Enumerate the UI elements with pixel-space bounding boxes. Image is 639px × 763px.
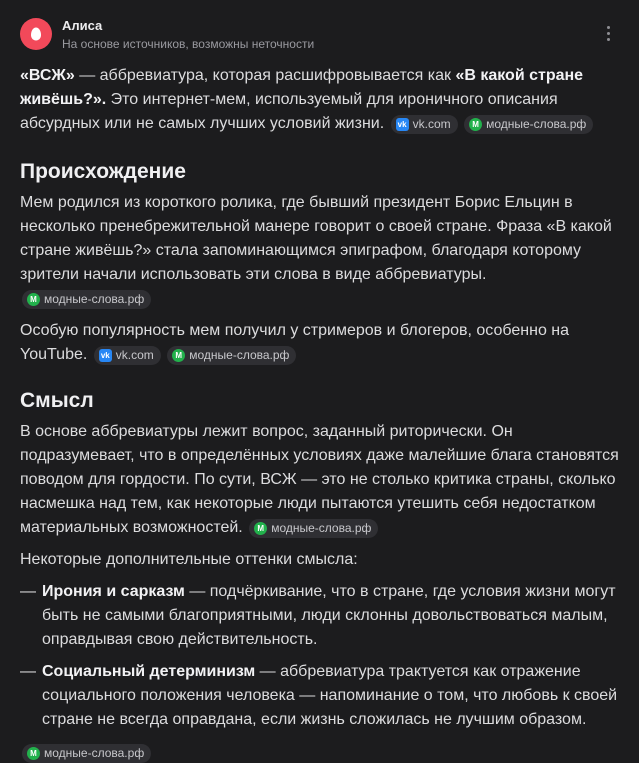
source-chip-vk[interactable]: vk vk.com xyxy=(391,115,458,134)
list-item: — Ирония и сарказм — подчёркивание, что в стране, где условия жизни могут быть не самыми благоприятными, люди склонны довольствоваться малым, оправдывая свою действительность. xyxy=(20,583,616,648)
assistant-disclaimer: На основе источников, возможны неточности xyxy=(62,37,315,51)
origin-paragraph-1: Мем родился из короткого ролика, где бывший президент Борис Ельцин в несколько пренебрежительной манере говорит о своей стране. Фраза «В какой стране живёшь?» стала запоминающимся эпиграфом, благодаря которому зрители начали использовать эти слова в виде аббревиатуры. M модные-слова.рф xyxy=(20,191,620,311)
modnye-slova-icon: M xyxy=(27,293,40,306)
more-vertical-icon[interactable] xyxy=(603,26,613,46)
meaning-list xyxy=(20,580,620,732)
source-chip-modnye-slova[interactable]: M модные-слова.рф xyxy=(22,744,151,763)
modnye-slova-icon: M xyxy=(27,747,40,760)
alice-logo-icon xyxy=(20,18,52,50)
list-item: — Социальный детерминизм — аббревиатура трактуется как отражение социального положения человека — напоминание о том, что любовь к своей стране не всегда оправдана, если жизнь сложилась не лучшим образом. xyxy=(20,663,618,728)
section-title-meaning: Смысл xyxy=(20,389,94,412)
modnye-slova-icon: M xyxy=(469,118,482,131)
source-chip-modnye-slova[interactable]: M модные-слова.рф xyxy=(249,519,378,538)
intro-paragraph: «ВСЖ» — аббревиатура, которая расшифровывается как «В какой стране живёшь?». Это интернет-мем, используемый для ироничного описания абсурдных или не самых лучших условий жизни. vk vk.com M модные-слова.рф xyxy=(20,64,620,136)
answer-body xyxy=(20,64,620,763)
source-chip-vk[interactable]: vk vk.com xyxy=(94,346,161,365)
origin-paragraph-2: Особую популярность мем получил у стримеров и блогеров, особенно на YouTube. vk vk.com M модные-слова.рф xyxy=(20,322,570,363)
sources-row xyxy=(20,744,620,763)
meaning-paragraph-2: Некоторые дополнительные оттенки смысла: xyxy=(20,551,358,568)
source-chip-modnye-slova[interactable]: M модные-слова.рф xyxy=(167,346,296,365)
term-vsj: «ВСЖ» xyxy=(20,67,75,84)
meaning-paragraph-1: В основе аббревиатуры лежит вопрос, заданный риторически. Он подразумевает, что в определённых условиях даже малейшие блага становятся поводом для гордости. По сути, ВСЖ — это не столько критика страны, сколько насмешка над тем, как некоторые люди пытаются утешить себя недостатком материальных возможностей. M модные-слова.рф xyxy=(20,423,619,536)
modnye-slova-icon: M xyxy=(254,522,267,535)
section-title-origin: Происхождение xyxy=(20,160,186,183)
assistant-name: Алиса xyxy=(62,18,103,33)
source-chip-modnye-slova[interactable]: M модные-слова.рф xyxy=(464,115,593,134)
source-chip-modnye-slova[interactable]: M модные-слова.рф xyxy=(22,290,151,309)
vk-icon: vk xyxy=(99,349,112,362)
answer-header xyxy=(20,18,623,54)
modnye-slova-icon: M xyxy=(172,349,185,362)
vk-icon: vk xyxy=(396,118,409,131)
term-decoded: «В какой стране живёшь?». xyxy=(20,67,584,108)
